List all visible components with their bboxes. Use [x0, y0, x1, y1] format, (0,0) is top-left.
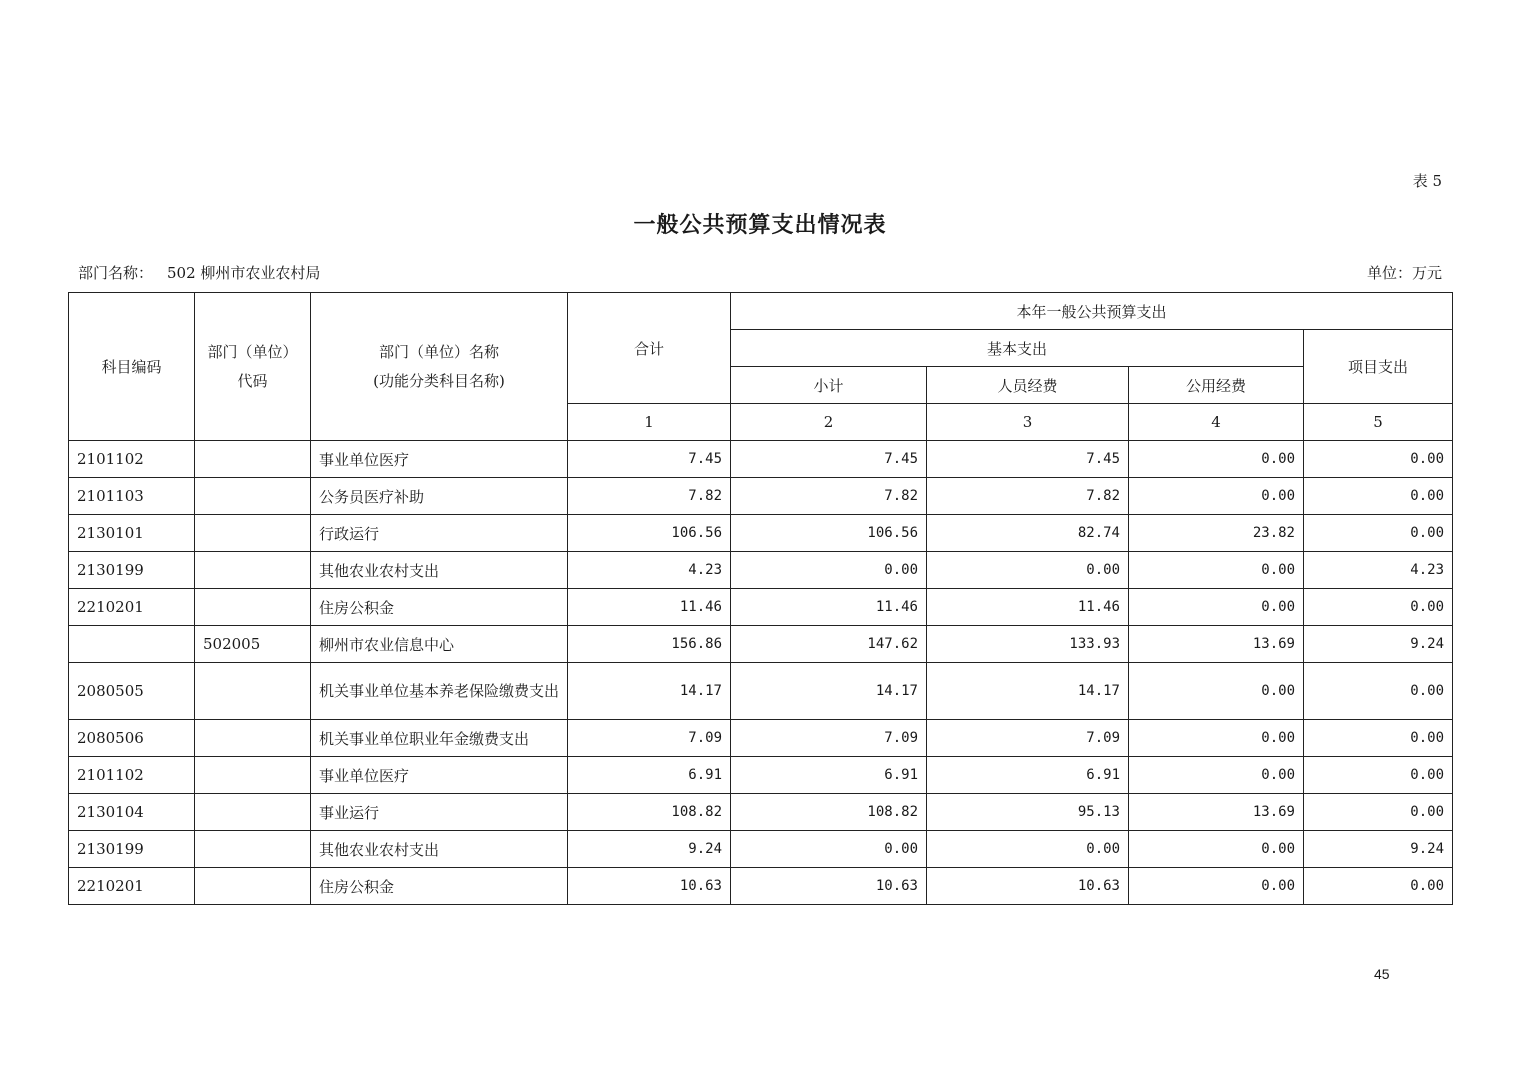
- cell-dept-code: [195, 478, 311, 515]
- cell-personnel: 133.93: [927, 626, 1129, 663]
- cell-total: 11.46: [568, 589, 731, 626]
- cell-subtotal: 11.46: [731, 589, 927, 626]
- cell-total: 9.24: [568, 831, 731, 868]
- header-subtotal: 小计: [731, 367, 927, 404]
- cell-dept-code: 502005: [195, 626, 311, 663]
- cell-subtotal: 14.17: [731, 663, 927, 720]
- cell-subtotal: 106.56: [731, 515, 927, 552]
- header-total: 合计: [568, 293, 731, 404]
- table-label: 表 5: [1412, 172, 1442, 190]
- cell-total: 7.09: [568, 720, 731, 757]
- cell-personnel: 7.09: [927, 720, 1129, 757]
- cell-subject-code: 2101102: [69, 757, 195, 794]
- cell-project: 0.00: [1304, 515, 1453, 552]
- cell-subject-code: 2130199: [69, 552, 195, 589]
- table-row: [69, 831, 1453, 868]
- cell-total: 7.45: [568, 441, 731, 478]
- header-dept-code: 部门（单位） 代码: [195, 293, 311, 441]
- cell-project: 0.00: [1304, 868, 1453, 905]
- cell-total: 6.91: [568, 757, 731, 794]
- cell-public: 0.00: [1129, 831, 1304, 868]
- cell-subject-code: 2130101: [69, 515, 195, 552]
- cell-total: 106.56: [568, 515, 731, 552]
- cell-subject-code: 2080505: [69, 663, 195, 720]
- cell-project: 0.00: [1304, 478, 1453, 515]
- cell-name: 事业运行: [311, 794, 568, 831]
- cell-subtotal: 10.63: [731, 868, 927, 905]
- cell-project: 0.00: [1304, 794, 1453, 831]
- cell-subject-code: 2210201: [69, 589, 195, 626]
- header-col-number: 4: [1129, 404, 1304, 441]
- cell-dept-code: [195, 720, 311, 757]
- cell-subject-code: 2080506: [69, 720, 195, 757]
- cell-subtotal: 7.09: [731, 720, 927, 757]
- table-row: [69, 757, 1453, 794]
- cell-subtotal: 0.00: [731, 831, 927, 868]
- cell-personnel: 0.00: [927, 552, 1129, 589]
- table-row: [69, 552, 1453, 589]
- cell-public: 0.00: [1129, 441, 1304, 478]
- header-project: 项目支出: [1304, 330, 1453, 404]
- cell-personnel: 7.82: [927, 478, 1129, 515]
- cell-total: 10.63: [568, 868, 731, 905]
- cell-name: 机关事业单位职业年金缴费支出: [311, 720, 568, 757]
- cell-public: 23.82: [1129, 515, 1304, 552]
- cell-name: 柳州市农业信息中心: [311, 626, 568, 663]
- department-line: [78, 262, 320, 283]
- cell-subject-code: 2130199: [69, 831, 195, 868]
- cell-subtotal: 7.82: [731, 478, 927, 515]
- cell-dept-code: [195, 589, 311, 626]
- cell-public: 0.00: [1129, 757, 1304, 794]
- table-row: [69, 720, 1453, 757]
- cell-project: 4.23: [1304, 552, 1453, 589]
- cell-subject-code: 2130104: [69, 794, 195, 831]
- cell-project: 0.00: [1304, 589, 1453, 626]
- cell-name: 行政运行: [311, 515, 568, 552]
- cell-public: 13.69: [1129, 626, 1304, 663]
- cell-dept-code: [195, 552, 311, 589]
- budget-table: [68, 292, 1453, 905]
- cell-public: 0.00: [1129, 589, 1304, 626]
- cell-subtotal: 147.62: [731, 626, 927, 663]
- cell-personnel: 14.17: [927, 663, 1129, 720]
- header-col-number: 1: [568, 404, 731, 441]
- cell-name: 公务员医疗补助: [311, 478, 568, 515]
- cell-project: 0.00: [1304, 757, 1453, 794]
- table-row: [69, 626, 1453, 663]
- cell-subtotal: 6.91: [731, 757, 927, 794]
- cell-total: 14.17: [568, 663, 731, 720]
- cell-project: 0.00: [1304, 720, 1453, 757]
- cell-total: 7.82: [568, 478, 731, 515]
- header-public: 公用经费: [1129, 367, 1304, 404]
- header-personnel: 人员经费: [927, 367, 1129, 404]
- cell-personnel: 0.00: [927, 831, 1129, 868]
- cell-dept-code: [195, 441, 311, 478]
- department-value: 502 柳州市农业农村局: [167, 264, 321, 282]
- header-col-number: 2: [731, 404, 927, 441]
- cell-name: 事业单位医疗: [311, 441, 568, 478]
- table-row: [69, 478, 1453, 515]
- header-dept-name: 部门（单位）名称 (功能分类科目名称): [311, 293, 568, 441]
- cell-public: 0.00: [1129, 552, 1304, 589]
- cell-public: 0.00: [1129, 868, 1304, 905]
- table-row: [69, 794, 1453, 831]
- cell-total: 156.86: [568, 626, 731, 663]
- cell-project: 9.24: [1304, 626, 1453, 663]
- cell-public: 13.69: [1129, 794, 1304, 831]
- cell-personnel: 10.63: [927, 868, 1129, 905]
- department-label: 部门名称：: [78, 264, 154, 282]
- cell-personnel: 11.46: [927, 589, 1129, 626]
- cell-subject-code: 2210201: [69, 868, 195, 905]
- cell-public: 0.00: [1129, 663, 1304, 720]
- cell-total: 4.23: [568, 552, 731, 589]
- header-subject-code: 科目编码: [69, 293, 195, 441]
- cell-name: 机关事业单位基本养老保险缴费支出: [311, 663, 568, 720]
- cell-subtotal: 0.00: [731, 552, 927, 589]
- cell-name: 事业单位医疗: [311, 757, 568, 794]
- cell-personnel: 82.74: [927, 515, 1129, 552]
- page-title: 一般公共预算支出情况表: [633, 212, 887, 238]
- table-row: [69, 868, 1453, 905]
- table-row: [69, 589, 1453, 626]
- table-row: [69, 441, 1453, 478]
- cell-subject-code: 2101103: [69, 478, 195, 515]
- cell-name: 其他农业农村支出: [311, 831, 568, 868]
- page-number: 45: [1374, 966, 1390, 982]
- cell-personnel: 95.13: [927, 794, 1129, 831]
- cell-name: 住房公积金: [311, 589, 568, 626]
- header-col-number: 3: [927, 404, 1129, 441]
- cell-public: 0.00: [1129, 720, 1304, 757]
- cell-name: 住房公积金: [311, 868, 568, 905]
- unit-label: 单位：万元: [1366, 264, 1442, 282]
- cell-subtotal: 7.45: [731, 441, 927, 478]
- cell-dept-code: [195, 757, 311, 794]
- cell-project: 9.24: [1304, 831, 1453, 868]
- cell-project: 0.00: [1304, 663, 1453, 720]
- cell-subtotal: 108.82: [731, 794, 927, 831]
- cell-dept-code: [195, 794, 311, 831]
- cell-name: 其他农业农村支出: [311, 552, 568, 589]
- header-col-number: 5: [1304, 404, 1453, 441]
- header-basic: 基本支出: [731, 330, 1304, 367]
- cell-total: 108.82: [568, 794, 731, 831]
- table-row: [69, 515, 1453, 552]
- cell-project: 0.00: [1304, 441, 1453, 478]
- cell-dept-code: [195, 663, 311, 720]
- cell-subject-code: 2101102: [69, 441, 195, 478]
- cell-dept-code: [195, 831, 311, 868]
- cell-dept-code: [195, 868, 311, 905]
- cell-personnel: 7.45: [927, 441, 1129, 478]
- cell-subject-code: [69, 626, 195, 663]
- cell-public: 0.00: [1129, 478, 1304, 515]
- cell-personnel: 6.91: [927, 757, 1129, 794]
- header-current-year: 本年一般公共预算支出: [731, 293, 1453, 330]
- table-row: [69, 663, 1453, 720]
- cell-dept-code: [195, 515, 311, 552]
